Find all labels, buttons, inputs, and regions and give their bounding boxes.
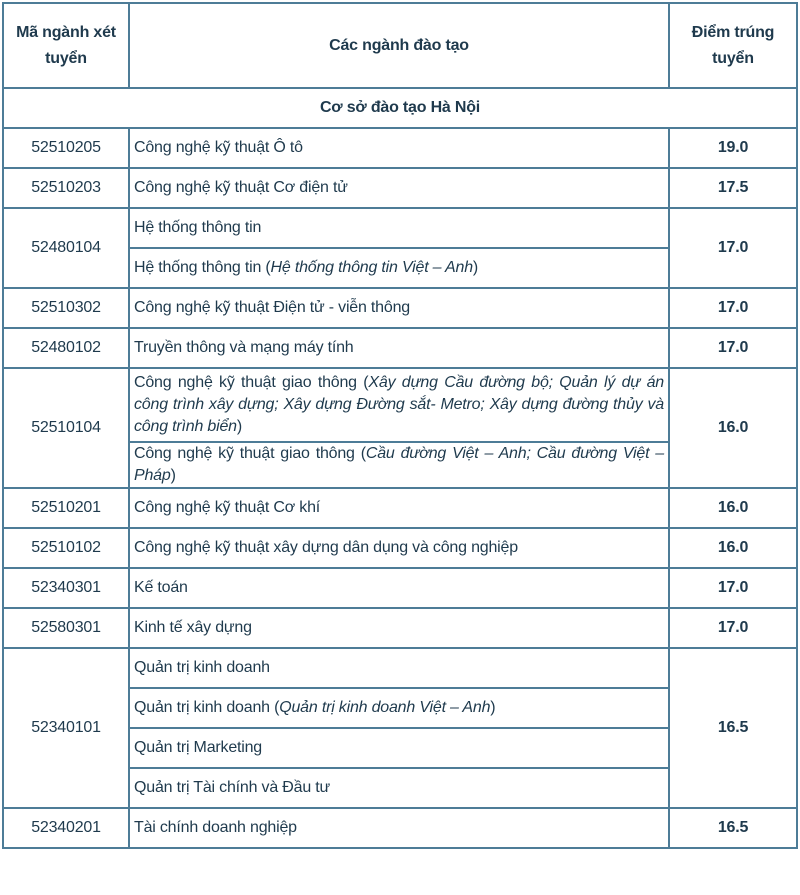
- admission-score: 17.0: [669, 328, 797, 368]
- program-name: [129, 528, 669, 568]
- table-row: [3, 568, 797, 608]
- header-row: [3, 3, 797, 88]
- program-detail: Cầu đường Việt – Anh; Cầu đường Việt – Pháp: [134, 445, 665, 484]
- program-name-text: Công nghệ kỹ thuật Ô tô: [134, 139, 303, 156]
- admission-score: 17.0: [669, 608, 797, 648]
- program-code: 52510102: [3, 528, 129, 568]
- program-code: 52580301: [3, 608, 129, 648]
- program-name: [129, 288, 669, 328]
- admission-score: 16.0: [669, 488, 797, 528]
- table-row: [3, 368, 797, 442]
- table-row: [3, 608, 797, 648]
- program-name-text: Công nghệ kỹ thuật giao thông: [134, 374, 357, 391]
- header-code: Mã ngành xét tuyển: [3, 3, 129, 88]
- program-code: 52510203: [3, 168, 129, 208]
- program-code: 52340101: [3, 648, 129, 808]
- table-row: [3, 488, 797, 528]
- program-name-text: Hệ thống thông tin: [134, 259, 262, 276]
- section-title: Cơ sở đào tạo Hà Nội: [3, 88, 797, 128]
- admission-score: 16.5: [669, 648, 797, 808]
- admission-score: 19.0: [669, 128, 797, 168]
- table-row: [3, 808, 797, 848]
- program-name-text: Công nghệ kỹ thuật xây dựng dân dụng và công nghiệp: [134, 539, 518, 556]
- program-name: [129, 168, 669, 208]
- program-name: Hệ thống thông tin (Hệ thống thông tin Việt – Anh): [129, 248, 669, 288]
- program-name-text: Quản trị kinh doanh: [134, 659, 270, 676]
- admission-score: 16.0: [669, 368, 797, 488]
- program-name-text: Kế toán: [134, 579, 188, 596]
- program-name-text: Tài chính doanh nghiệp: [134, 819, 297, 836]
- program-code: 52510104: [3, 368, 129, 488]
- program-code: 52510302: [3, 288, 129, 328]
- program-name-text: Quản trị Tài chính và Đầu tư: [134, 779, 331, 796]
- program-code: 52480102: [3, 328, 129, 368]
- program-name: [129, 208, 669, 248]
- program-name: [129, 608, 669, 648]
- header-program: Các ngành đào tạo: [129, 3, 669, 88]
- section-row: [3, 88, 797, 128]
- program-name: [129, 728, 669, 768]
- table-row: [3, 208, 797, 248]
- admission-scores-table: [2, 2, 798, 849]
- program-name-text: Công nghệ kỹ thuật Cơ khí: [134, 499, 321, 516]
- program-name: [129, 128, 669, 168]
- table-row: [3, 288, 797, 328]
- admission-score: 16.0: [669, 528, 797, 568]
- program-name: [129, 568, 669, 608]
- program-detail: Xây dựng Cầu đường bộ; Quản lý dự án công trình xây dựng; Xây dựng Đường sắt- Metro; Xây dựng đường thủy và công trình biển: [134, 374, 665, 435]
- admission-score: 17.0: [669, 568, 797, 608]
- program-code: 52510205: [3, 128, 129, 168]
- program-name-text: Hệ thống thông tin: [134, 219, 262, 236]
- program-name: [129, 808, 669, 848]
- program-detail: Quản trị kinh doanh Việt – Anh: [279, 699, 491, 716]
- program-code: 52340301: [3, 568, 129, 608]
- program-name: [129, 648, 669, 688]
- program-name: Công nghệ kỹ thuật giao thông (Xây dựng Cầu đường bộ; Quản lý dự án công trình xây dựng; Xây dựng Đường sắt- Metro; Xây dựng đường thủy và công trình biển): [129, 368, 669, 442]
- program-code: 52510201: [3, 488, 129, 528]
- program-name-text: Công nghệ kỹ thuật Điện tử - viễn thông: [134, 299, 410, 316]
- admission-score: 17.0: [669, 288, 797, 328]
- program-name-text: Truyền thông và mạng máy tính: [134, 339, 354, 356]
- table-row: [3, 128, 797, 168]
- program-name-text: Công nghệ kỹ thuật giao thông: [134, 445, 355, 462]
- admission-score: 17.0: [669, 208, 797, 288]
- program-name-text: Kinh tế xây dựng: [134, 619, 252, 636]
- table-row: [3, 528, 797, 568]
- program-name: [129, 328, 669, 368]
- admission-score: 17.5: [669, 168, 797, 208]
- program-name: Quản trị kinh doanh (Quản trị kinh doanh Việt – Anh): [129, 688, 669, 728]
- program-name: [129, 768, 669, 808]
- program-detail: Hệ thống thông tin Việt – Anh: [270, 259, 473, 276]
- program-code: 52340201: [3, 808, 129, 848]
- admission-score: 16.5: [669, 808, 797, 848]
- program-name: Công nghệ kỹ thuật giao thông (Cầu đường Việt – Anh; Cầu đường Việt – Pháp): [129, 442, 669, 488]
- program-code: 52480104: [3, 208, 129, 288]
- table-row: [3, 648, 797, 688]
- program-name-text: Quản trị Marketing: [134, 739, 263, 756]
- program-name-text: Công nghệ kỹ thuật Cơ điện tử: [134, 179, 348, 196]
- table-row: [3, 328, 797, 368]
- table-row: [3, 168, 797, 208]
- header-score: Điểm trúng tuyển: [669, 3, 797, 88]
- program-name-text: Quản trị kinh doanh: [134, 699, 270, 716]
- program-name: [129, 488, 669, 528]
